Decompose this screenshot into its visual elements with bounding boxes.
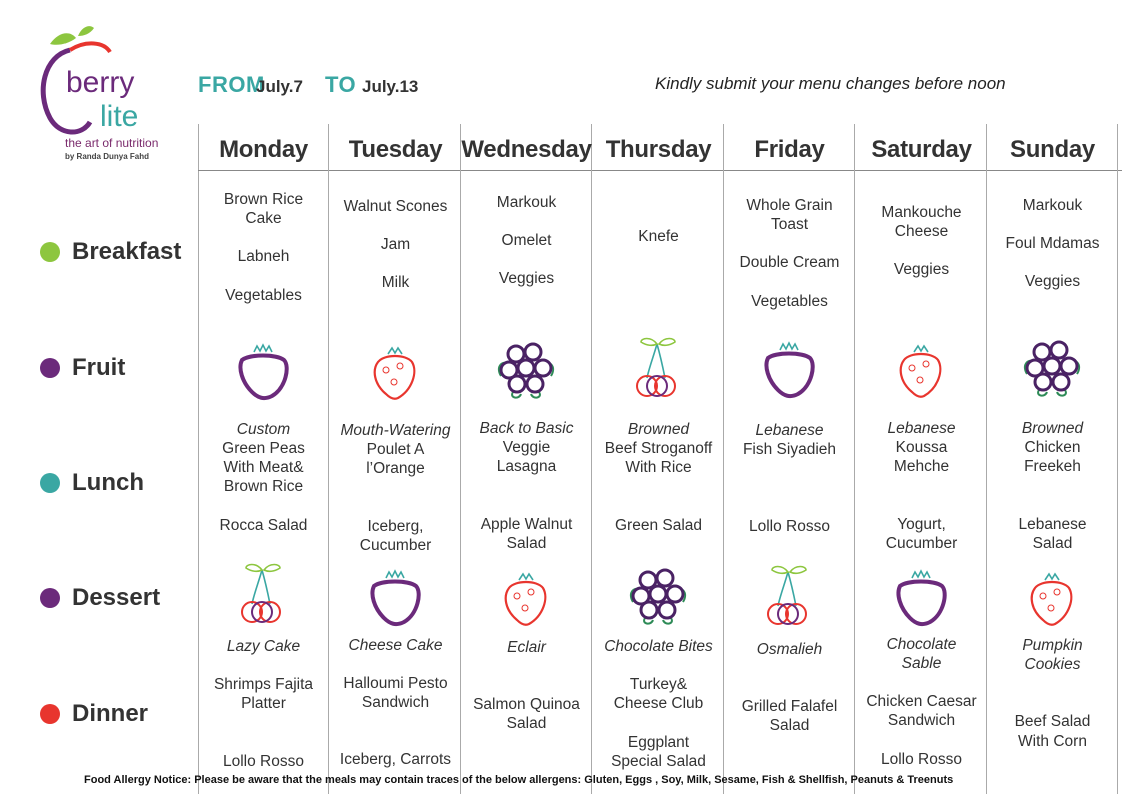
day-header: Sunday	[1010, 136, 1095, 163]
breakfast-item: Double Cream	[739, 254, 840, 271]
breakfast-item: Knefe	[638, 228, 679, 245]
lunch-item: Mehche	[893, 458, 950, 475]
breakfast-item: Labneh	[237, 248, 290, 265]
lunch-item: Poulet A	[366, 441, 425, 458]
dinner-item: Lollo Rosso	[223, 753, 304, 770]
breakfast-item: Milk	[381, 274, 410, 291]
lunch-item: With Rice	[625, 459, 692, 476]
breakfast-item: Mankouche	[881, 204, 962, 221]
to-date: July.13	[362, 77, 419, 96]
lunch-item: Browned	[1021, 420, 1084, 437]
dessert-item: Chocolate	[886, 636, 957, 653]
breakfast-item: Veggies	[1024, 273, 1081, 290]
salad-item: Salad	[506, 535, 547, 552]
strawberry-icon	[1017, 566, 1087, 632]
dessert-item: Sable	[901, 655, 942, 672]
logo-tagline: the art of nutrition by Randa Dunya Fahd	[65, 136, 159, 161]
lunch-item: Veggie	[502, 439, 551, 456]
fig-icon	[886, 566, 956, 632]
breakfast-item: Veggies	[893, 261, 950, 278]
blueberry-icon	[623, 562, 693, 628]
from-label: FROM	[198, 72, 265, 97]
breakfast-item: Vegetables	[225, 287, 302, 304]
salad-item: Rocca Salad	[219, 517, 308, 534]
breakfast-item: Whole Grain	[746, 197, 833, 214]
svg-text:lite: lite	[100, 100, 139, 133]
lunch-item: Beef Stroganoff	[604, 440, 713, 457]
breakfast-item: Brown Rice	[223, 191, 304, 208]
salad-item: Cucumber	[885, 535, 958, 552]
breakfast-item: Foul Mdamas	[1005, 235, 1100, 252]
salad-item: Green Salad	[614, 517, 703, 534]
day-header: Thursday	[605, 136, 712, 163]
bullet-icon	[40, 242, 60, 262]
dinner-item: Salmon Quinoa	[473, 696, 580, 713]
dinner-item: Turkey&	[629, 676, 688, 693]
breakfast-item: Walnut Scones	[343, 198, 448, 215]
dinner-item: Salad	[769, 717, 810, 734]
fig-icon	[754, 338, 824, 404]
submission-notice: Kindly submit your menu changes before noon	[655, 74, 1006, 93]
day-header: Monday	[219, 136, 308, 163]
day-header: Friday	[754, 136, 825, 163]
lunch-item: Lebanese	[755, 422, 824, 439]
dessert-item: Cheese Cake	[348, 637, 443, 654]
row-lunch: Lunch	[40, 469, 144, 497]
fig-icon	[228, 340, 298, 406]
dinner-item: Shrimps Fajita	[213, 676, 314, 693]
dessert-item: Eclair	[507, 639, 546, 656]
dinner-item: Platter	[241, 695, 286, 712]
lunch-item: Green Peas	[222, 440, 305, 457]
breakfast-item: Cake	[245, 210, 282, 227]
strawberry-icon	[886, 338, 956, 404]
lunch-item: Brown Rice	[223, 478, 304, 495]
breakfast-item: Omelet	[501, 232, 552, 249]
row-dinner: Dinner	[40, 700, 148, 728]
dinner-item: Lollo Rosso	[881, 751, 962, 768]
bullet-icon	[40, 704, 60, 724]
row-dessert: Dessert	[40, 584, 160, 612]
breakfast-item: Veggies	[498, 270, 555, 287]
lunch-item: Koussa	[895, 439, 948, 456]
breakfast-item: Markouk	[1022, 197, 1083, 214]
lunch-item: l’Orange	[366, 460, 425, 477]
from-date: July.7	[256, 77, 303, 96]
row-breakfast: Breakfast	[40, 238, 181, 266]
day-header: Saturday	[871, 136, 972, 163]
dinner-item: Sandwich	[887, 712, 956, 729]
day-header: Tuesday	[348, 136, 443, 163]
lunch-item: With Meat&	[223, 459, 304, 476]
cherry-icon	[228, 560, 298, 626]
dinner-item: With Corn	[1018, 733, 1087, 750]
dinner-item: Iceberg, Carrots	[339, 751, 452, 768]
blueberry-icon	[1017, 334, 1087, 400]
dessert-item: Pumpkin	[1022, 637, 1083, 654]
lunch-item: Browned	[627, 421, 690, 438]
fig-icon	[360, 566, 430, 632]
dinner-item: Eggplant	[627, 734, 690, 751]
salad-item: Lollo Rosso	[749, 518, 830, 535]
strawberry-icon	[491, 566, 561, 632]
to-label: TO	[325, 72, 357, 97]
day-header: Wednesday	[461, 136, 592, 163]
salad-item: Lebanese	[1018, 516, 1087, 533]
dinner-item: Halloumi Pesto	[343, 675, 448, 692]
allergy-notice: Food Allergy Notice: Please be aware that the meals may contain traces of the below allergens: Gluten, Eggs , Soy, Milk, Sesame, Fish & Shellfish, Peanuts & Treenuts	[84, 774, 954, 786]
row-fruit: Fruit	[40, 354, 125, 382]
dinner-item: Sandwich	[361, 694, 430, 711]
dinner-item: Beef Salad	[1014, 713, 1091, 730]
dinner-item: Salad	[506, 715, 547, 732]
salad-item: Yogurt,	[897, 516, 946, 533]
salad-item: Cucumber	[359, 537, 432, 554]
dessert-item: Chocolate Bites	[604, 638, 713, 655]
lunch-item: Freekeh	[1024, 458, 1081, 475]
bullet-icon	[40, 473, 60, 493]
bullet-icon	[40, 588, 60, 608]
lunch-item: Fish Siyadieh	[742, 441, 837, 458]
lunch-item: Chicken	[1024, 439, 1081, 456]
dinner-item: Chicken Caesar	[866, 693, 977, 710]
svg-text:berry: berry	[66, 66, 135, 99]
strawberry-icon	[360, 340, 430, 406]
dinner-item: Special Salad	[611, 753, 706, 770]
breakfast-item: Cheese	[894, 223, 949, 240]
cherry-icon	[623, 334, 693, 400]
bullet-icon	[40, 358, 60, 378]
lunch-item: Lasagna	[496, 458, 557, 475]
breakfast-item: Jam	[380, 236, 411, 253]
dessert-item: Cookies	[1024, 656, 1081, 673]
lunch-item: Lebanese	[887, 420, 956, 437]
dessert-item: Osmalieh	[756, 641, 823, 658]
breakfast-item: Toast	[770, 216, 809, 233]
dessert-item: Lazy Cake	[226, 638, 301, 655]
breakfast-item: Markouk	[496, 194, 557, 211]
salad-item: Iceberg,	[367, 518, 424, 535]
blueberry-icon	[491, 336, 561, 402]
dinner-item: Cheese Club	[613, 695, 704, 712]
lunch-item: Back to Basic	[479, 420, 574, 437]
salad-item: Apple Walnut	[480, 516, 573, 533]
salad-item: Salad	[1032, 535, 1073, 552]
cherry-icon	[754, 562, 824, 628]
lunch-item: Mouth-Watering	[340, 422, 451, 439]
breakfast-item: Vegetables	[751, 293, 828, 310]
lunch-item: Custom	[236, 421, 291, 438]
dinner-item: Grilled Falafel	[741, 698, 838, 715]
